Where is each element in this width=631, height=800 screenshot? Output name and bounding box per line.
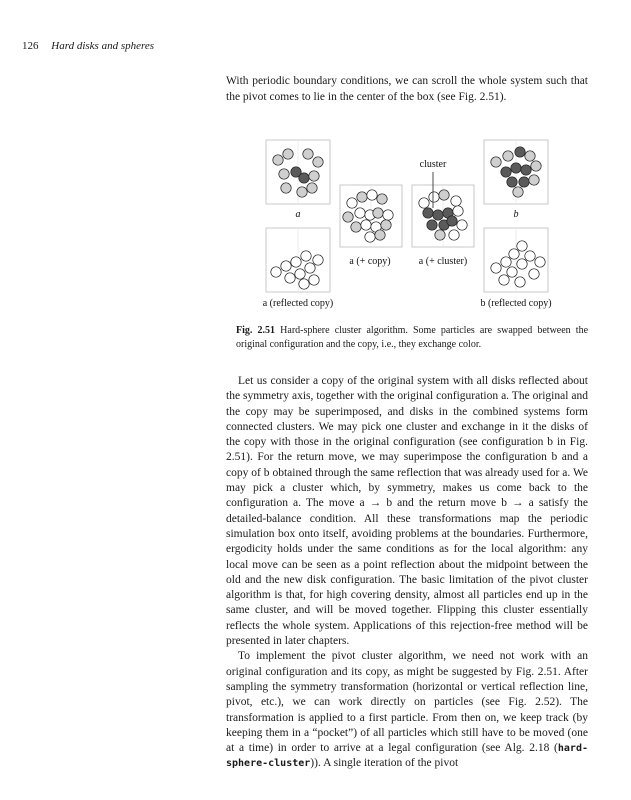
panel-b-reflected-disk [509,249,519,259]
panel-a-disk [297,187,307,197]
panel-a-disk [307,183,317,193]
panel-a-copy-disk [347,198,357,208]
panel-a-cluster-disk [419,198,429,208]
panel-b-reflected-disk [499,275,509,285]
body-paragraph-2 [226,649,588,771]
panel-b-disk [529,175,539,185]
panel-a-cluster-disk [433,210,443,220]
panel-a-reflected-disk [271,267,281,277]
p2-text-end: )). A single iteration of the pivot [310,757,459,770]
label-a: a [295,209,301,220]
panel-a-cluster-disk [457,220,467,230]
label-b-reflected: b (reflected copy) [480,298,552,309]
panel-a-copy-disk [365,232,375,242]
panel-b-reflected-disk [517,259,527,269]
panel-a-cluster-disk [439,190,449,200]
panel-b-reflected-disk [491,263,501,273]
panel-a-disk [279,169,289,179]
panel-a-disk [281,183,291,193]
caption-label: Fig. 2.51 [236,325,276,336]
panel-a-reflected-disk [313,255,323,265]
panel-a-copy-disk [383,210,393,220]
panel-b-disk [519,177,529,187]
p2-text-start: To implement the pivot cluster algorithm, we need not work with an original configuration and its copy, as might be suggested by Fig. 2.51. After sampling the symmetry transformation (horizontal or vertical reflection line, pivot, etc.), we can work directly on particles (see Fig. 2.52). The transformation is applied to a first particle. From then on, we keep track (by keeping them in a “pocket”) of all particles which still have to be moved (one at a time) in order to arrive at a legal configuration (see Alg. 2.18 ( [226,650,588,755]
panel-a-disk [273,155,283,165]
panel-b-reflected-disk [517,241,527,251]
panel-b-disk [511,163,521,173]
panel-a-cluster-disk [451,196,461,206]
label-b: b [513,209,519,220]
panel-a-copy-disk [377,194,387,204]
panel-a-reflected-disk [301,251,311,261]
panel-b-disk [507,177,517,187]
panel-a-copy-disk [361,220,371,230]
panel-a-reflected-disk [281,261,291,271]
panel-a-reflected-disk [309,275,319,285]
panel-a-copy-disk [375,230,385,240]
panel-b-disk [525,151,535,161]
panel-a-disk [299,173,309,183]
panel-a-reflected-disk [295,269,305,279]
panel-b-reflected-disk [535,257,545,267]
caption-text: Hard-sphere cluster algorithm. Some particles are swapped between the original configuration and the copy, i.e., they exchange color. [236,325,589,350]
panel-b-disk [501,167,511,177]
panel-b-disk [515,147,525,157]
intro-paragraph: With periodic boundary conditions, we can scroll the whole system such that the pivot comes to lie in the center of the box (see Fig. 2.51). [226,75,588,103]
panel-b-disk [531,161,541,171]
panel-b-disk [491,157,501,167]
panel-a-cluster-disk [449,230,459,240]
panel-a-cluster-disk [453,206,463,216]
panel-a-copy-disk [367,190,377,200]
panel-a-disk [303,149,313,159]
label-a-reflected: a (reflected copy) [262,298,334,309]
figure-2-51 [240,130,570,320]
panel-b-disk [503,151,513,161]
panel-b-reflected-disk [525,251,535,261]
panel-a-reflected-disk [305,263,315,273]
panel-a-copy-disk [355,208,365,218]
panel-a-copy-disk [351,222,361,232]
figure-caption [236,324,588,352]
panel-a-cluster-disk [435,230,445,240]
panel-a-reflected-disk [285,273,295,283]
panel-a-cluster-disk [429,192,439,202]
panel-b-reflected-disk [529,269,539,279]
panel-b-disk [513,187,523,197]
panel-b-disk [521,165,531,175]
panel-a-copy-disk [373,208,383,218]
panel-a-disk [309,171,319,181]
label-a-copy: a (+ copy) [349,256,391,267]
panel-a-copy-disk [357,192,367,202]
panel-a-reflected-disk [291,257,301,267]
panel-b-reflected-disk [501,257,511,267]
body-text [226,374,588,772]
label-a-cluster: a (+ cluster) [418,256,468,267]
panel-a-cluster-disk [423,208,433,218]
panel-a-reflected-disk [299,279,309,289]
running-head [22,40,154,52]
panel-a-copy-disk [381,220,391,230]
body-paragraph-1: Let us consider a copy of the original system with all disks reflected about the symmetry axis, together with the original configuration a. The original and the copy may be superimposed, and disks in the combined systems form connected clusters. We may pick one cluster and exchange in it the disks of the copy with those in the original configuration (see configuration b in Fig. 2.51). For the return move, we may superimpose the configuration b and a copy of b obtained through the same reflection that was already used for a. We may pick a cluster which, by symmetry, makes us come back to the configuration a. The move a → b and the return move b → a satisfy the detailed-balance condition. All these transformations map the periodic simulation box onto itself, avoiding problems at the boundaries. Furthermore, ergodicity holds under the same conditions as for the local algorithm: any local move can be seen as a point reflection about the midpoint between the old and the new disk configuration. The basic limitation of the pivot cluster algorithm is that, for high covering density, almost all particles end up in the same cluster, and will be moved together. Flipping this cluster essentially reflects the whole system. Applications of this rejection-free method will be presented in later chapters. [226,375,588,648]
panel-b-reflected-disk [515,277,525,287]
label-cluster: cluster [419,159,447,170]
panel-a-cluster-disk [427,220,437,230]
running-title: Hard disks and spheres [51,40,155,52]
panel-a-copy-disk [343,212,353,222]
panel-a-cluster-disk [447,216,457,226]
panel-a-disk [283,149,293,159]
page-number: 126 [22,40,39,52]
algorithm-reference: hard-sphere-cluster [226,743,588,770]
panel-a-disk [313,157,323,167]
panel-b-reflected-disk [507,267,517,277]
